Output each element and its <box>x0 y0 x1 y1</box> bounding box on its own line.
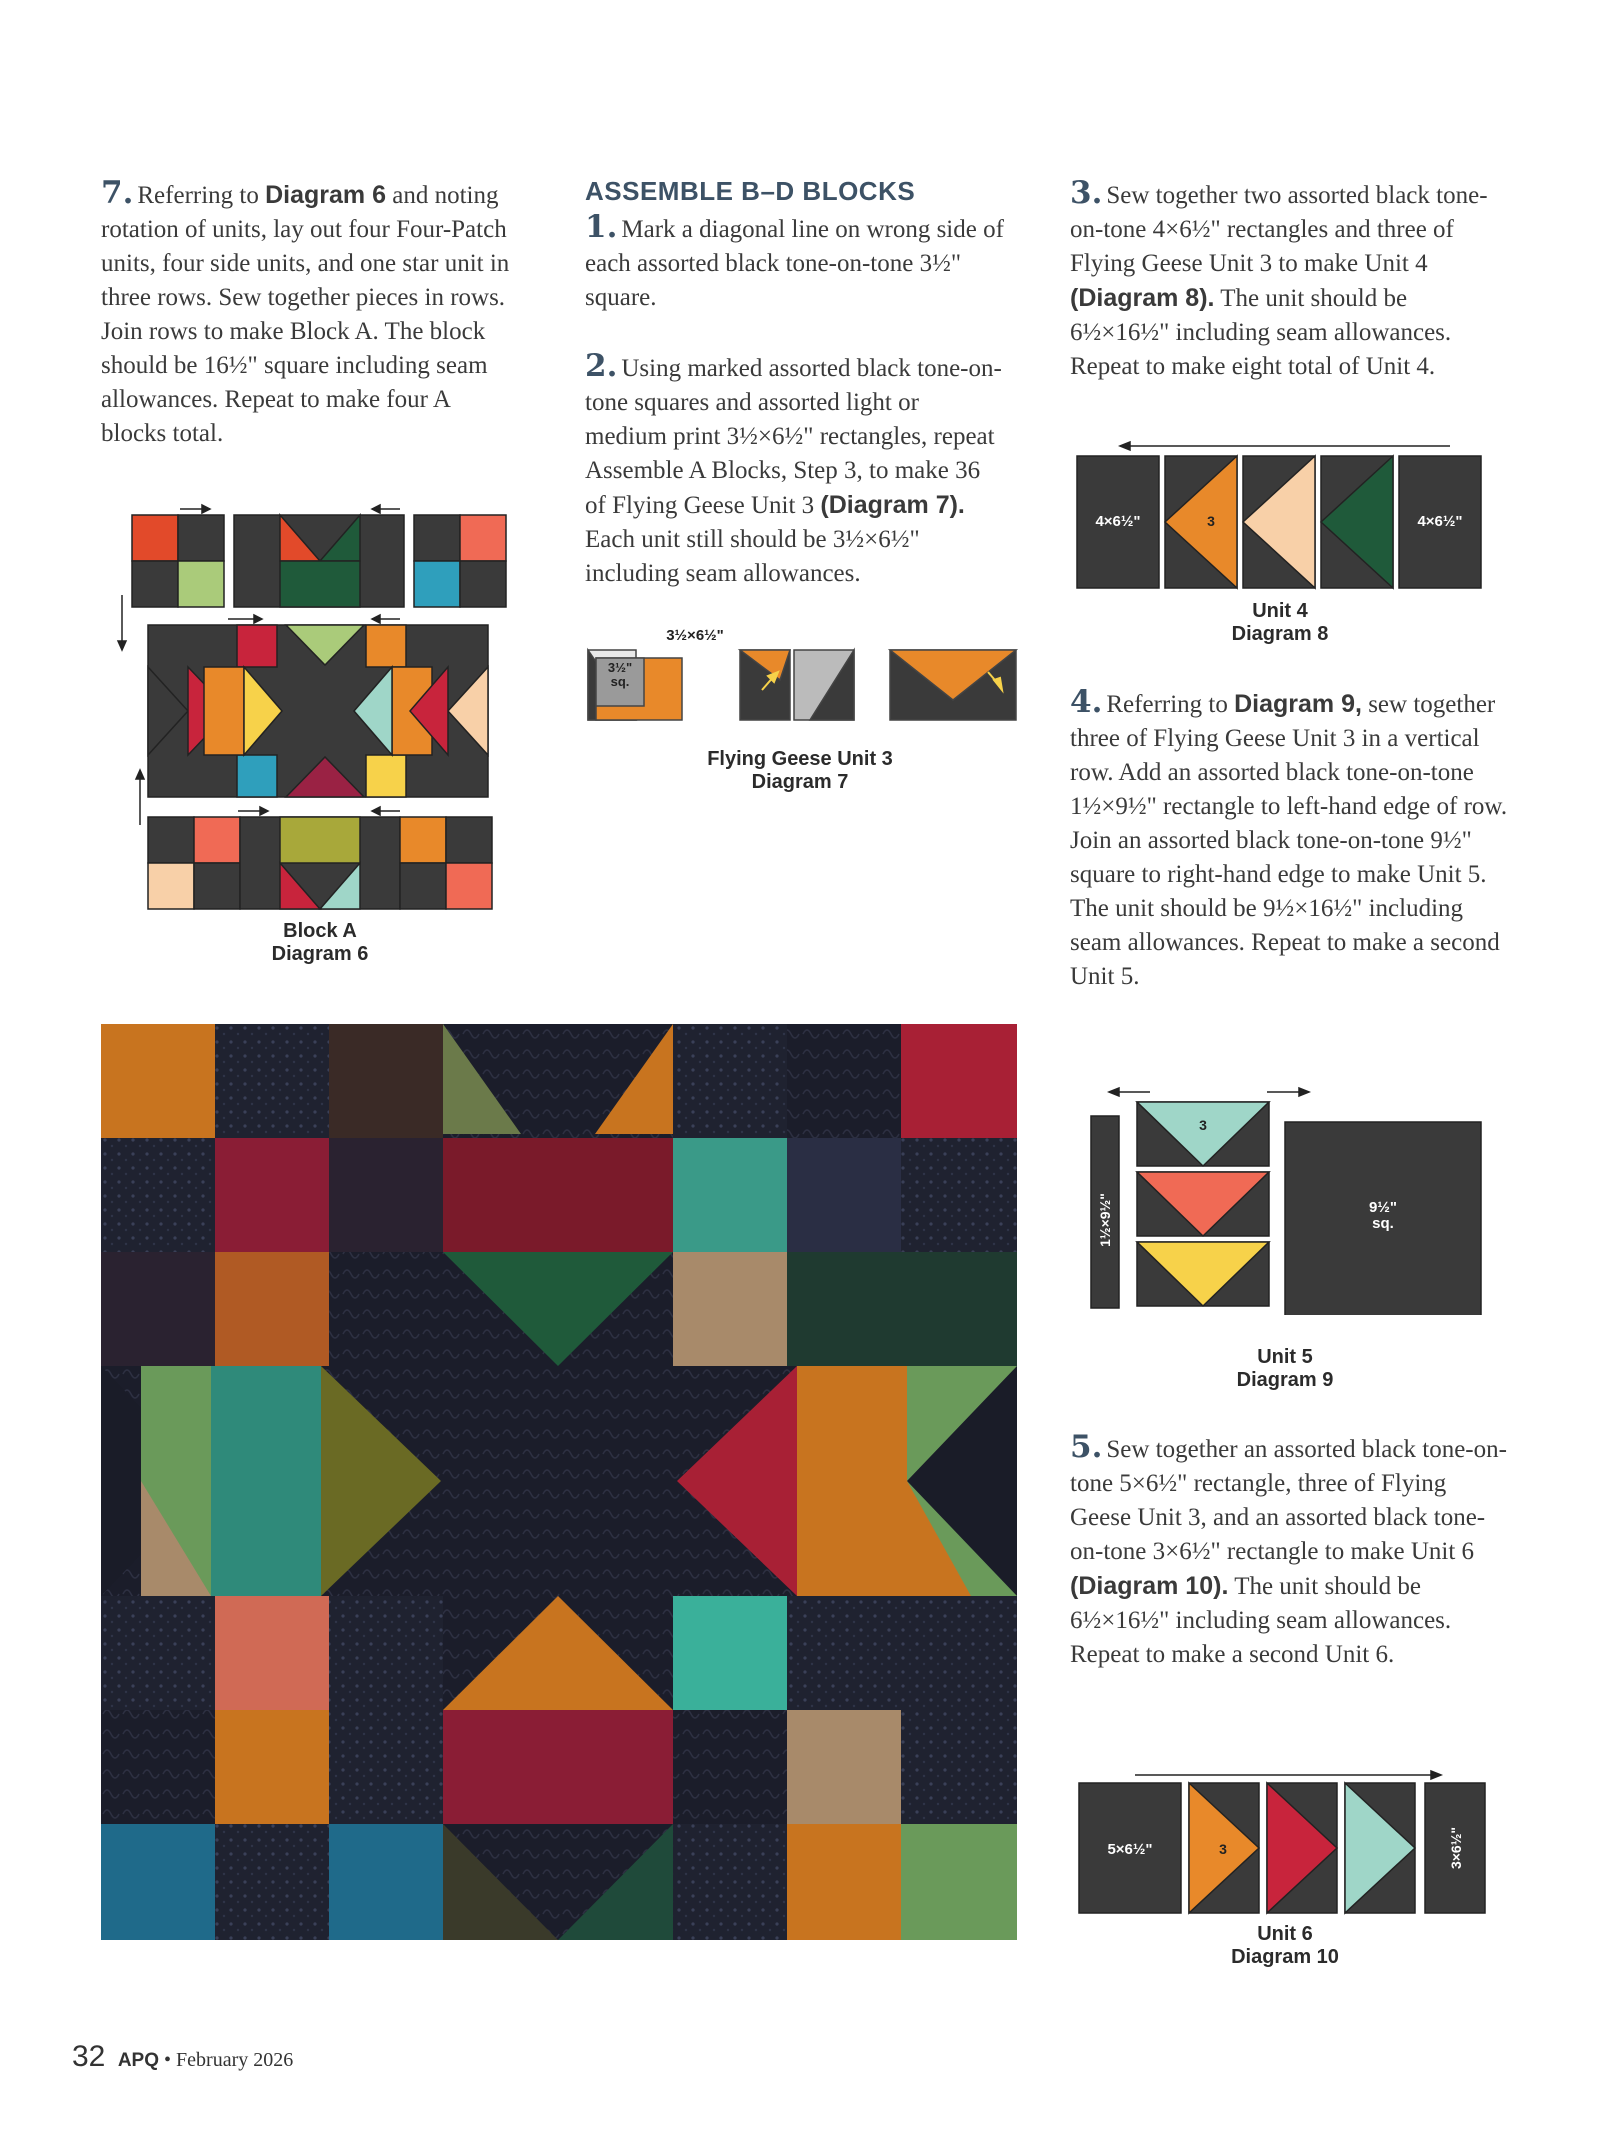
square-label: sq. <box>610 674 630 689</box>
right-column-top <box>1070 176 1510 418</box>
caption-label: Diagram 7 <box>751 771 849 793</box>
caption-title: Flying Geese Unit 3 <box>707 748 893 770</box>
step-number: 3. <box>1070 175 1103 211</box>
unit-label: 3 <box>1207 513 1215 529</box>
square-size-label: 3½" <box>607 660 633 675</box>
diagram-10-unit-6 <box>1075 1765 1495 1915</box>
diagram-ref: (Diagram 10). <box>1070 1572 1229 1600</box>
diagram-6-block-a <box>110 495 510 915</box>
step-number: 2. <box>585 348 618 384</box>
right-rect-label: 4×6½" <box>1417 513 1463 530</box>
diagram-7-caption <box>660 748 940 794</box>
caption-title: Block A <box>283 920 357 942</box>
page-number: 32 <box>72 2040 106 2073</box>
right-rect-label: 3×6½" <box>1448 1826 1464 1870</box>
caption-label: Diagram 8 <box>1231 623 1329 645</box>
step-7 <box>101 176 511 451</box>
issue-date: February 2026 <box>176 2049 294 2071</box>
step-text: Sew together an assorted black tone-on-tone 5×6½" rectangle, three of Flying Geese Unit 3, and an assorted black tone-on-tone 3×6½" rectangle to make Unit 6 <box>1070 1436 1507 1565</box>
diagram-8-unit-4 <box>1075 436 1495 591</box>
caption-label: Diagram 9 <box>1236 1369 1334 1391</box>
section-heading: ASSEMBLE B–D BLOCKS <box>585 176 916 206</box>
step-text: The unit should be 6½×16½" including seam allowances. Repeat to make eight total of Unit 4. <box>1070 285 1452 380</box>
diagram-ref: Diagram 9, <box>1234 690 1362 718</box>
step-text: Using marked assorted black tone-on-tone squares and assorted light or medium print 3½×6½" rectangles, repeat Assemble A Blocks, Step 3, to make 36 of Flying Geese Unit 3 <box>585 355 1002 519</box>
diagram-ref: (Diagram 7). <box>820 491 965 519</box>
step-text: Each unit still should be 3½×6½" including seam allowances. <box>585 526 920 587</box>
right-column-bottom <box>1070 1430 1510 1706</box>
caption-title: Unit 5 <box>1257 1346 1313 1368</box>
magazine-name: APQ <box>117 2050 160 2071</box>
square-size-label: 9½" <box>1369 1199 1397 1216</box>
step-number: 5. <box>1070 1429 1103 1465</box>
diagram-8-caption <box>1180 600 1380 646</box>
rect-size-label: 3½×6½" <box>666 627 724 644</box>
step-text: and noting rotation of units, lay out four Four-Patch units, four side units, and one star unit in three rows. Sew together pieces in rows. Join rows to make Block A. The block should be 16½" square including seam allowances. Repeat to make four A blocks total. <box>101 182 510 447</box>
step-text: Referring to <box>1106 691 1235 718</box>
quilt-block-photo <box>101 1024 1017 1940</box>
strip-label: 1½×9½" <box>1097 1193 1113 1247</box>
diagram-ref: (Diagram 8). <box>1070 284 1215 312</box>
step-text: The unit should be 6½×16½" including seam allowances. Repeat to make a second Unit 6. <box>1070 1573 1452 1668</box>
diagram-7-flying-geese <box>580 620 1020 730</box>
page-footer <box>72 2040 293 2074</box>
diagram-10-caption <box>1185 1923 1385 1969</box>
diagram-9-caption <box>1185 1346 1385 1392</box>
step-number: 1. <box>585 209 618 245</box>
step-5 <box>1070 1430 1510 1672</box>
diagram-6-caption <box>220 920 420 966</box>
middle-column <box>585 176 1005 625</box>
left-rect-label: 5×6½" <box>1107 1841 1153 1858</box>
right-column-middle <box>1070 685 1510 1028</box>
caption-title: Unit 4 <box>1252 600 1308 622</box>
square-label: sq. <box>1372 1215 1394 1232</box>
caption-label: Diagram 6 <box>271 943 369 965</box>
step-1 <box>585 210 1005 315</box>
diagram-9-unit-5 <box>1085 1080 1495 1315</box>
step-number: 4. <box>1070 684 1103 720</box>
diagram-ref: Diagram 6 <box>265 181 386 209</box>
caption-label: Diagram 10 <box>1231 1946 1339 1968</box>
step-text: Referring to <box>137 182 266 209</box>
step-text: Mark a diagonal line on wrong side of each assorted black tone-on-tone 3½" square. <box>585 216 1004 311</box>
step-text: Sew together two assorted black tone-on-tone 4×6½" rectangles and three of Flying Geese Unit 3 to make Unit 4 <box>1070 182 1488 277</box>
step-4 <box>1070 685 1510 994</box>
step-number: 7. <box>101 175 134 211</box>
step-text: sew together three of Flying Geese Unit 3 in a vertical row. Add an assorted black tone-on-tone 1½×9½" rectangle to left-hand edge of row. Join an assorted black tone-on-tone 9½" square to right-hand edge to make Unit 5. The unit should be 9½×16½" including seam allowances. Repeat to make a second Unit 5. <box>1070 691 1508 990</box>
left-rect-label: 4×6½" <box>1095 513 1141 530</box>
caption-title: Unit 6 <box>1257 1923 1313 1945</box>
left-column <box>101 176 511 485</box>
unit-label: 3 <box>1219 1841 1227 1857</box>
step-2 <box>585 349 1005 591</box>
step-3 <box>1070 176 1510 384</box>
unit-label: 3 <box>1199 1117 1207 1133</box>
footer-separator: • <box>159 2049 177 2071</box>
